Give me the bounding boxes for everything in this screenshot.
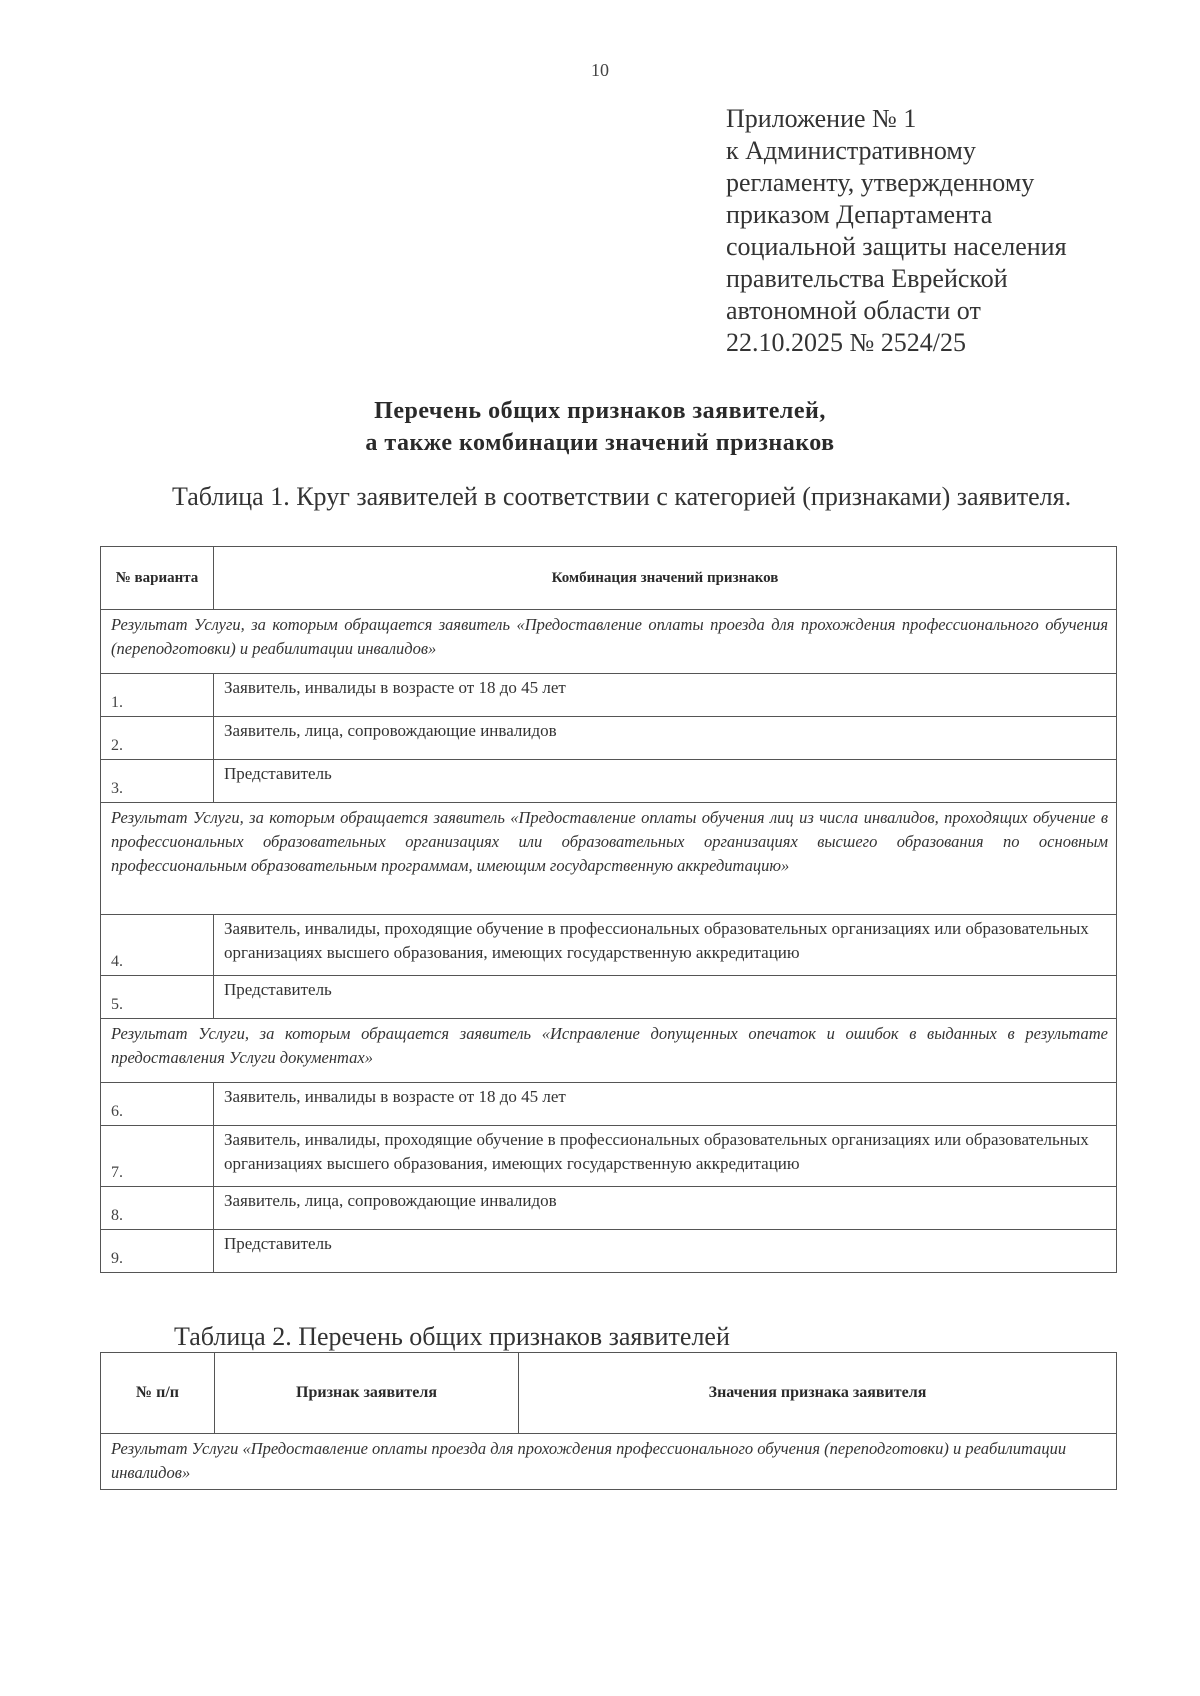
variant-text: Представитель [214, 760, 1117, 803]
table2-caption: Таблица 2. Перечень общих признаков заявителей [174, 1322, 730, 1351]
variant-text: Заявитель, инвалиды, проходящие обучение в профессиональных образовательных организациях или образовательных организациях высшего образования, имеющих государственную аккредитацию [214, 915, 1117, 976]
variant-text: Заявитель, инвалиды в возрасте от 18 до 45 лет [214, 674, 1117, 717]
header-attribute-values: Значения признака заявителя [519, 1353, 1117, 1434]
group-title: Результат Услуги, за которым обращается заявитель «Предоставление оплаты проезда для прохождения профессионального обучения (переподготовки) и реабилитации инвалидов» [101, 610, 1117, 674]
group-title: Результат Услуги, за которым обращается заявитель «Предоставление оплаты обучения лиц из числа инвалидов, проходящих обучение в профессиональных образовательных организациях или образовательных организациях высшего образования по основным профессиональным образовательным программам, имеющим государственную аккредитацию» [101, 803, 1117, 915]
page-number: 10 [591, 60, 609, 80]
table-row [101, 976, 1117, 1019]
group-title: Результат Услуги, за которым обращается заявитель «Исправление допущенных опечаток и ошибок в выданных в результате предоставления Услуги документах» [101, 1019, 1117, 1083]
variant-text: Заявитель, лица, сопровождающие инвалидов [214, 717, 1117, 760]
header-variant-number: № варианта [101, 547, 214, 610]
appendix-line: социальной защиты населения [726, 232, 1067, 261]
table-row [101, 717, 1117, 760]
attributes-table [100, 1352, 1117, 1490]
appendix-line: правительства Еврейской [726, 264, 1008, 293]
variant-text: Заявитель, инвалиды в возрасте от 18 до 45 лет [214, 1083, 1117, 1126]
variant-number: 7. [101, 1126, 214, 1187]
variant-number: 1. [101, 674, 214, 717]
group-title: Результат Услуги «Предоставление оплаты проезда для прохождения профессионального обучения (переподготовки) и реабилитации инвалидов» [101, 1434, 1117, 1490]
header-combination: Комбинация значений признаков [214, 547, 1117, 610]
table-header-row [101, 547, 1117, 610]
variant-text: Заявитель, лица, сопровождающие инвалидов [214, 1187, 1117, 1230]
document-title-line-2: а также комбинации значений признаков [365, 430, 835, 456]
variant-number: 3. [101, 760, 214, 803]
variant-number: 4. [101, 915, 214, 976]
appendix-line: автономной области от [726, 296, 981, 325]
variant-text: Представитель [214, 1230, 1117, 1273]
table-row [101, 1126, 1117, 1187]
appendix-line: приказом Департамента [726, 200, 993, 229]
appendix-line: Приложение № 1 [726, 104, 917, 133]
table-row [101, 915, 1117, 976]
variant-number: 6. [101, 1083, 214, 1126]
variant-number: 9. [101, 1230, 214, 1273]
appendix-line: регламенту, утвержденному [726, 168, 1035, 197]
group-row [101, 1434, 1117, 1490]
applicants-table [100, 546, 1117, 1273]
group-row [101, 1019, 1117, 1083]
table-row [101, 1083, 1117, 1126]
appendix-block [726, 103, 1146, 359]
group-row [101, 803, 1117, 915]
appendix-line: 22.10.2025 № 2524/25 [726, 328, 967, 357]
appendix-line: к Административному [726, 136, 976, 165]
variant-text: Представитель [214, 976, 1117, 1019]
group-row [101, 610, 1117, 674]
table-row [101, 674, 1117, 717]
variant-number: 5. [101, 976, 214, 1019]
table-row [101, 1187, 1117, 1230]
document-title-line-1: Перечень общих признаков заявителей, [374, 398, 826, 424]
table-row [101, 1230, 1117, 1273]
table-row [101, 760, 1117, 803]
variant-number: 8. [101, 1187, 214, 1230]
header-attribute: Признак заявителя [215, 1353, 519, 1434]
variant-text: Заявитель, инвалиды, проходящие обучение в профессиональных образовательных организациях или образовательных организациях высшего образования, имеющих государственную аккредитацию [214, 1126, 1117, 1187]
table1-caption: Таблица 1. Круг заявителей в соответствии с категорией (признаками) заявителя. [172, 482, 1072, 511]
document-title [0, 395, 1200, 459]
header-row-number: № п/п [101, 1353, 215, 1434]
table-header-row [101, 1353, 1117, 1434]
variant-number: 2. [101, 717, 214, 760]
